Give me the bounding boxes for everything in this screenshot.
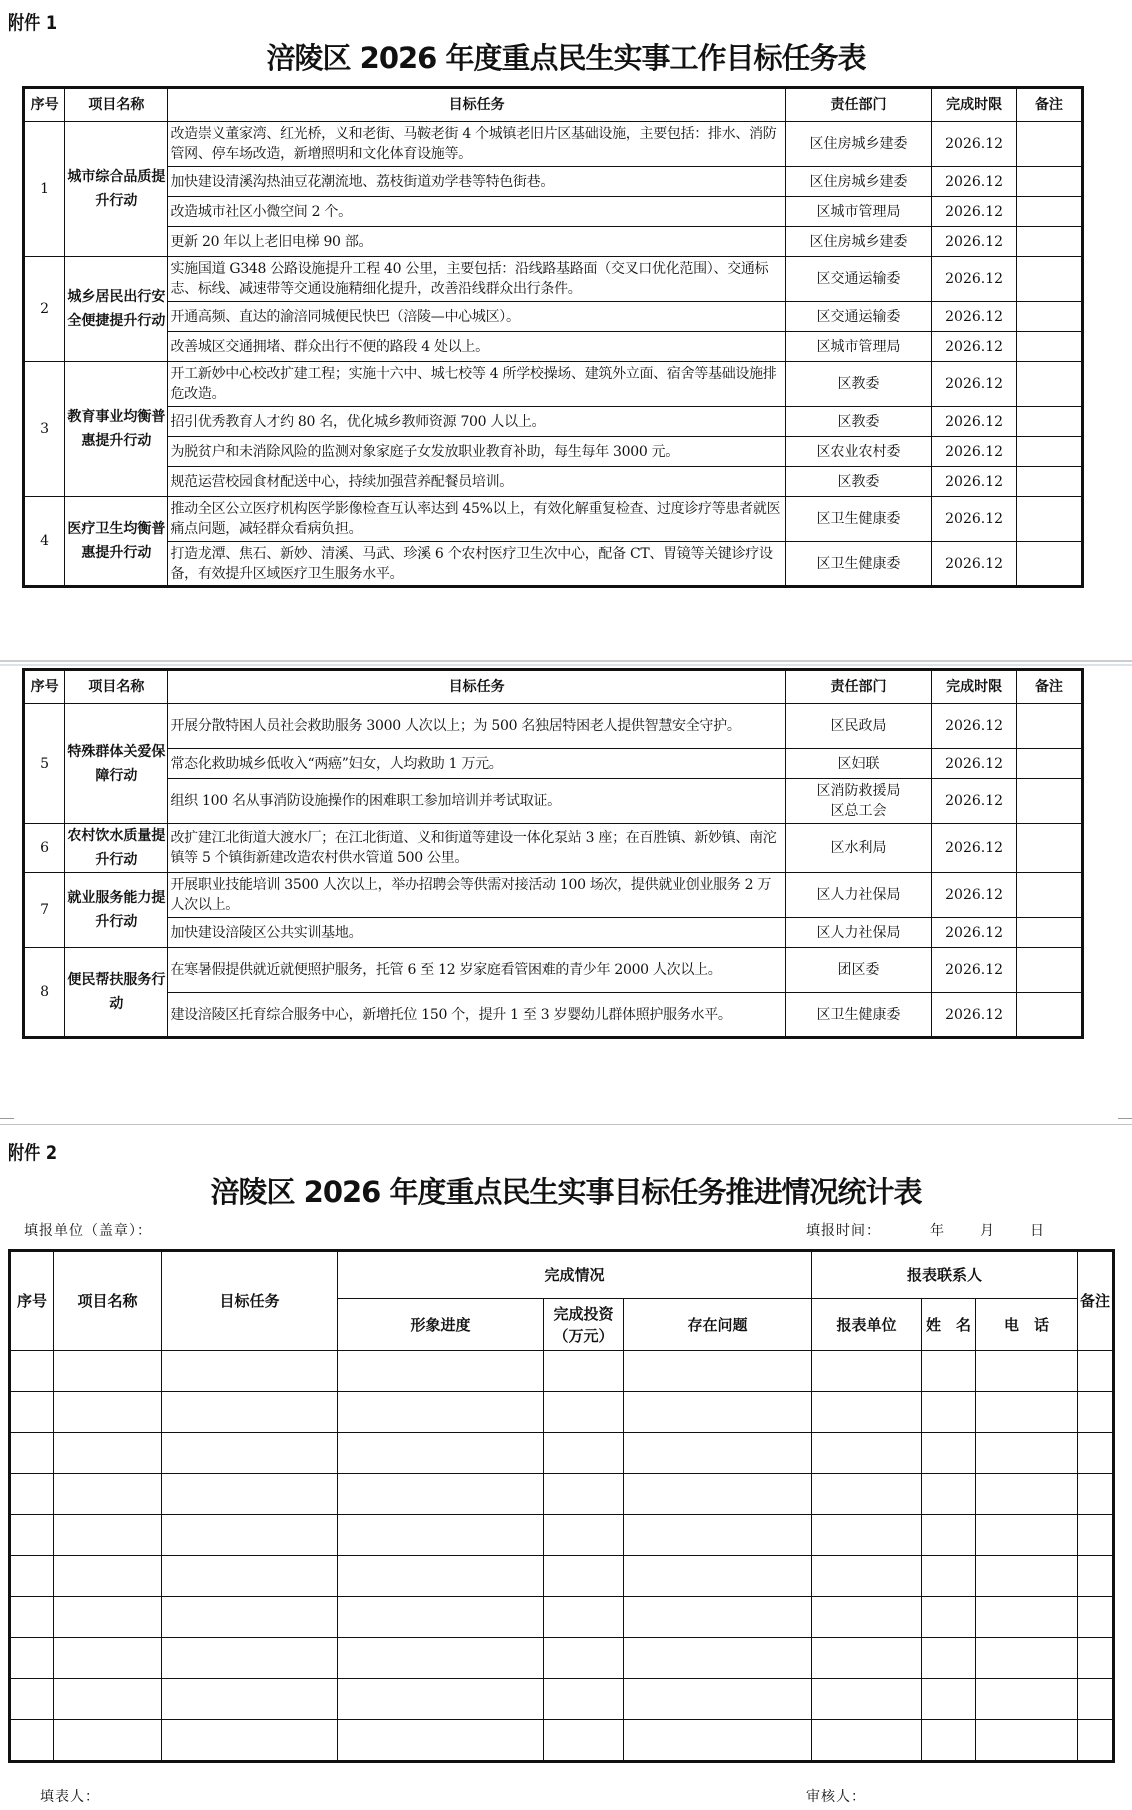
deadline: 2026.12 (932, 197, 1017, 227)
deadline: 2026.12 (932, 824, 1017, 873)
stats-empty-cell[interactable] (624, 1720, 812, 1762)
stats-empty-cell[interactable] (54, 1679, 162, 1720)
deadline: 2026.12 (932, 993, 1017, 1038)
table-row (24, 332, 1083, 362)
stats-empty-row (10, 1433, 1114, 1474)
responsible-dept: 区卫生健康委 (785, 497, 932, 542)
stats-empty-cell[interactable] (624, 1679, 812, 1720)
responsible-dept: 区教委 (785, 407, 932, 437)
note (1016, 467, 1082, 497)
stats-empty-cell[interactable] (162, 1351, 338, 1392)
stats-empty-cell[interactable] (10, 1638, 54, 1679)
task-description: 改善城区交通拥堵、群众出行不便的路段 4 处以上。 (168, 332, 785, 362)
table-row (24, 407, 1083, 437)
responsible-dept: 区住房城乡建委 (785, 167, 932, 197)
stats-empty-cell[interactable] (338, 1556, 544, 1597)
table-row (24, 437, 1083, 467)
deadline: 2026.12 (932, 302, 1017, 332)
stats-empty-cell[interactable] (976, 1392, 1078, 1433)
page-separator (0, 664, 1132, 666)
stats-empty-cell[interactable] (922, 1679, 976, 1720)
stats-empty-cell[interactable] (338, 1392, 544, 1433)
row-number: 1 (24, 122, 65, 257)
stats-empty-cell[interactable] (544, 1392, 624, 1433)
stats-empty-cell[interactable] (922, 1515, 976, 1556)
task-table-part2 (22, 668, 1084, 1039)
header-project: 项目名称 (65, 670, 168, 704)
project-name: 医疗卫生均衡普惠提升行动 (65, 497, 168, 587)
stats-empty-cell[interactable] (10, 1720, 54, 1762)
stats-empty-cell[interactable] (976, 1597, 1078, 1638)
responsible-dept: 区妇联 (785, 749, 932, 779)
stats-empty-cell[interactable] (976, 1515, 1078, 1556)
stats-empty-cell[interactable] (54, 1638, 162, 1679)
stats-empty-cell[interactable] (812, 1433, 922, 1474)
table-row (24, 824, 1083, 873)
stats-empty-cell[interactable] (338, 1515, 544, 1556)
project-name: 城市综合品质提升行动 (65, 122, 168, 257)
responsible-dept: 区交通运输委 (785, 302, 932, 332)
stats-empty-cell[interactable] (922, 1597, 976, 1638)
stats-empty-cell[interactable] (10, 1515, 54, 1556)
stats-empty-cell[interactable] (162, 1556, 338, 1597)
stats-empty-cell[interactable] (338, 1638, 544, 1679)
deadline: 2026.12 (932, 122, 1017, 167)
task-description: 建设涪陵区托育综合服务中心，新增托位 150 个，提升 1 至 3 岁婴幼儿群体照护服务水平。 (168, 993, 785, 1038)
responsible-dept: 区民政局 (785, 704, 932, 749)
note (1016, 302, 1082, 332)
header-deadline: 完成时限 (932, 88, 1017, 122)
stats-empty-cell[interactable] (162, 1720, 338, 1762)
stats-empty-cell[interactable] (10, 1351, 54, 1392)
responsible-dept: 区水利局 (785, 824, 932, 873)
attachment1-title: 涪陵区 2026 年度重点民生实事工作目标任务表 (266, 41, 866, 75)
responsible-dept: 区城市管理局 (785, 197, 932, 227)
stats-empty-cell[interactable] (1078, 1392, 1114, 1433)
deadline: 2026.12 (932, 704, 1017, 749)
note (1016, 167, 1082, 197)
stats-empty-cell[interactable] (544, 1720, 624, 1762)
stats-empty-cell[interactable] (162, 1474, 338, 1515)
task-description: 开工新妙中心校改扩建工程；实施十六中、城七校等 4 所学校操场、建筑外立面、宿舍等基础设施排危改造。 (168, 362, 785, 407)
stats-empty-cell[interactable] (624, 1474, 812, 1515)
stats-empty-cell[interactable] (1078, 1556, 1114, 1597)
stats-empty-cell[interactable] (1078, 1515, 1114, 1556)
stats-empty-cell[interactable] (54, 1597, 162, 1638)
stats-empty-cell[interactable] (624, 1556, 812, 1597)
stats-empty-cell[interactable] (812, 1597, 922, 1638)
note (1016, 918, 1082, 948)
note (1016, 993, 1082, 1038)
task-description: 规范运营校园食材配送中心，持续加强营养配餐员培训。 (168, 467, 785, 497)
stats-empty-row (10, 1679, 1114, 1720)
project-name: 农村饮水质量提升行动 (65, 824, 168, 873)
stats-empty-cell[interactable] (1078, 1433, 1114, 1474)
header-task: 目标任务 (168, 88, 785, 122)
row-number: 4 (24, 497, 65, 587)
stats-empty-cell[interactable] (544, 1679, 624, 1720)
responsible-dept: 区卫生健康委 (785, 542, 932, 587)
note (1016, 332, 1082, 362)
header-project: 项目名称 (65, 88, 168, 122)
stats-empty-cell[interactable] (544, 1515, 624, 1556)
deadline: 2026.12 (932, 497, 1017, 542)
stats-header-no: 序号 (10, 1251, 54, 1351)
task-description: 更新 20 年以上老旧电梯 90 部。 (168, 227, 785, 257)
table-row (24, 918, 1083, 948)
stats-empty-cell[interactable] (1078, 1597, 1114, 1638)
stats-empty-cell[interactable] (338, 1474, 544, 1515)
attachment1-label: 附件 1 (8, 12, 58, 34)
attachment1-page2 (0, 668, 1132, 1088)
row-number: 2 (24, 257, 65, 362)
deadline: 2026.12 (932, 257, 1017, 302)
table-row (24, 542, 1083, 587)
row-number: 5 (24, 704, 65, 824)
table-row (24, 704, 1083, 749)
stats-header-name: 姓 名 (922, 1299, 976, 1351)
stats-empty-cell[interactable] (338, 1597, 544, 1638)
stats-empty-cell[interactable] (54, 1433, 162, 1474)
deadline: 2026.12 (932, 749, 1017, 779)
stats-empty-cell[interactable] (976, 1433, 1078, 1474)
stats-empty-cell[interactable] (976, 1720, 1078, 1762)
stats-empty-cell[interactable] (162, 1433, 338, 1474)
table-row (24, 122, 1083, 167)
table-row (24, 467, 1083, 497)
header-note: 备注 (1016, 88, 1082, 122)
stats-header-row-1 (10, 1251, 1114, 1299)
task-description: 开通高频、直达的渝涪同城便民快巴（涪陵—中心城区）。 (168, 302, 785, 332)
responsible-dept: 区住房城乡建委 (785, 122, 932, 167)
table-row (24, 779, 1083, 824)
stats-empty-cell[interactable] (812, 1351, 922, 1392)
stats-empty-cell[interactable] (544, 1556, 624, 1597)
stats-empty-cell[interactable] (544, 1474, 624, 1515)
note (1016, 437, 1082, 467)
stats-empty-cell[interactable] (10, 1556, 54, 1597)
table-row (24, 873, 1083, 918)
task-table-part1 (22, 86, 1084, 588)
responsible-dept: 区教委 (785, 362, 932, 407)
header-task: 目标任务 (168, 670, 785, 704)
header-dept: 责任部门 (785, 670, 932, 704)
deadline: 2026.12 (932, 873, 1017, 918)
stats-empty-cell[interactable] (544, 1597, 624, 1638)
stats-empty-cell[interactable] (922, 1556, 976, 1597)
header-no: 序号 (24, 670, 65, 704)
stats-empty-cell[interactable] (922, 1720, 976, 1762)
task-description: 常态化救助城乡低收入“两癌”妇女，人均救助 1 万元。 (168, 749, 785, 779)
filler-label: 填表人： (40, 1789, 100, 1805)
fill-time-label: 填报时间： (806, 1223, 881, 1239)
stats-empty-cell[interactable] (10, 1679, 54, 1720)
table-row (24, 948, 1083, 993)
stats-empty-cell[interactable] (544, 1638, 624, 1679)
fill-unit-label: 填报单位（盖章）： (24, 1223, 152, 1239)
stats-empty-cell[interactable] (812, 1474, 922, 1515)
stats-empty-cell[interactable] (338, 1720, 544, 1762)
stats-header-contact: 报表联系人 (812, 1251, 1078, 1299)
stats-empty-cell[interactable] (10, 1474, 54, 1515)
task-description: 开展分散特困人员社会救助服务 3000 人次以上；为 500 名独居特困老人提供智慧安全守护。 (168, 704, 785, 749)
table-row (24, 362, 1083, 407)
table-row (24, 227, 1083, 257)
task-description: 组织 100 名从事消防设施操作的困难职工参加培训并考试取证。 (168, 779, 785, 824)
note (1016, 542, 1082, 587)
stats-empty-cell[interactable] (1078, 1679, 1114, 1720)
deadline: 2026.12 (932, 227, 1017, 257)
page-corner-mark (0, 1118, 14, 1119)
responsible-dept: 区人力社保局 (785, 873, 932, 918)
stats-empty-cell[interactable] (812, 1638, 922, 1679)
note (1016, 362, 1082, 407)
task-description: 推动全区公立医疗机构医学影像检查互认率达到 45%以上，有效化解重复检查、过度诊疗等患者就医痛点问题，减轻群众看病负担。 (168, 497, 785, 542)
responsible-dept: 团区委 (785, 948, 932, 993)
stats-empty-cell[interactable] (1078, 1638, 1114, 1679)
stats-empty-cell[interactable] (162, 1392, 338, 1433)
stats-empty-cell[interactable] (54, 1720, 162, 1762)
stats-empty-row (10, 1556, 1114, 1597)
stats-empty-cell[interactable] (922, 1392, 976, 1433)
stats-empty-cell[interactable] (162, 1597, 338, 1638)
reviewer-label: 审核人： (806, 1789, 866, 1805)
header-dept: 责任部门 (785, 88, 932, 122)
project-name: 就业服务能力提升行动 (65, 873, 168, 948)
stats-empty-row (10, 1351, 1114, 1392)
table-row (24, 167, 1083, 197)
stats-header-investment: 完成投资（万元） (544, 1299, 624, 1351)
stats-empty-cell[interactable] (1078, 1720, 1114, 1762)
stats-empty-cell[interactable] (1078, 1474, 1114, 1515)
stats-empty-cell[interactable] (54, 1351, 162, 1392)
page-corner-mark (1118, 1118, 1132, 1119)
stats-empty-cell[interactable] (922, 1638, 976, 1679)
stats-empty-cell[interactable] (544, 1351, 624, 1392)
header-note: 备注 (1016, 670, 1082, 704)
stats-empty-cell[interactable] (922, 1351, 976, 1392)
note (1016, 873, 1082, 918)
table-row (24, 497, 1083, 542)
task-description: 加快建设清溪沟热油豆花潮流地、荔枝街道劝学巷等特色街巷。 (168, 167, 785, 197)
attachment2-label: 附件 2 (8, 1142, 58, 1164)
note (1016, 779, 1082, 824)
stats-empty-row (10, 1638, 1114, 1679)
stats-empty-cell[interactable] (162, 1679, 338, 1720)
stats-empty-row (10, 1392, 1114, 1433)
task-description: 改扩建江北街道大渡水厂；在江北街道、义和街道等建设一体化泵站 3 座；在百胜镇、新妙镇、南沱镇等 5 个镇街新建改造农村供水管道 500 公里。 (168, 824, 785, 873)
project-name: 特殊群体关爱保障行动 (65, 704, 168, 824)
deadline: 2026.12 (932, 542, 1017, 587)
deadline: 2026.12 (932, 918, 1017, 948)
stats-empty-cell[interactable] (812, 1392, 922, 1433)
task-description: 为脱贫户和未消除风险的监测对象家庭子女发放职业教育补助，每生每年 3000 元。 (168, 437, 785, 467)
header-deadline: 完成时限 (932, 670, 1017, 704)
stats-empty-cell[interactable] (812, 1679, 922, 1720)
header-no: 序号 (24, 88, 65, 122)
task-description: 招引优秀教育人才约 80 名，优化城乡教师资源 700 人以上。 (168, 407, 785, 437)
stats-header-task: 目标任务 (162, 1251, 338, 1351)
stats-empty-cell[interactable] (624, 1351, 812, 1392)
stats-empty-row (10, 1474, 1114, 1515)
page-separator (0, 1124, 1132, 1125)
stats-header-note: 备注 (1078, 1251, 1114, 1351)
stats-header-unit: 报表单位 (812, 1299, 922, 1351)
row-number: 7 (24, 873, 65, 948)
progress-statistics-table (8, 1249, 1115, 1763)
stats-header-progress: 形象进度 (338, 1299, 544, 1351)
responsible-dept: 区消防救援局 区总工会 (785, 779, 932, 824)
responsible-dept: 区住房城乡建委 (785, 227, 932, 257)
stats-empty-row (10, 1515, 1114, 1556)
deadline: 2026.12 (932, 407, 1017, 437)
deadline: 2026.12 (932, 362, 1017, 407)
stats-header-phone: 电 话 (976, 1299, 1078, 1351)
note (1016, 704, 1082, 749)
deadline: 2026.12 (932, 332, 1017, 362)
stats-empty-cell[interactable] (976, 1638, 1078, 1679)
table-row (24, 749, 1083, 779)
stats-empty-cell[interactable] (338, 1679, 544, 1720)
stats-empty-cell[interactable] (10, 1433, 54, 1474)
table-header-row (24, 670, 1083, 704)
stats-empty-cell[interactable] (922, 1433, 976, 1474)
task-description: 实施国道 G348 公路设施提升工程 40 公里，主要包括：沿线路基路面（交叉口优化范围）、交通标志、标线、减速带等交通设施精细化提升，改善沿线群众出行条件。 (168, 257, 785, 302)
note (1016, 227, 1082, 257)
note (1016, 407, 1082, 437)
row-number: 6 (24, 824, 65, 873)
stats-empty-cell[interactable] (922, 1474, 976, 1515)
stats-empty-cell[interactable] (162, 1638, 338, 1679)
stats-empty-cell[interactable] (812, 1515, 922, 1556)
day-label: 日 (1030, 1223, 1045, 1239)
stats-empty-cell[interactable] (54, 1474, 162, 1515)
stats-empty-cell[interactable] (976, 1351, 1078, 1392)
responsible-dept: 区农业农村委 (785, 437, 932, 467)
stats-empty-cell[interactable] (10, 1392, 54, 1433)
project-name: 便民帮扶服务行动 (65, 948, 168, 1038)
stats-empty-cell[interactable] (976, 1679, 1078, 1720)
responsible-dept: 区交通运输委 (785, 257, 932, 302)
stats-empty-cell[interactable] (624, 1515, 812, 1556)
stats-empty-cell[interactable] (162, 1515, 338, 1556)
page-separator (0, 660, 1132, 662)
stats-empty-cell[interactable] (812, 1720, 922, 1762)
stats-empty-row (10, 1597, 1114, 1638)
attachment1-page1 (0, 0, 1132, 656)
responsible-dept: 区城市管理局 (785, 332, 932, 362)
task-description: 加快建设涪陵区公共实训基地。 (168, 918, 785, 948)
stats-empty-cell[interactable] (624, 1392, 812, 1433)
stats-header-project: 项目名称 (54, 1251, 162, 1351)
row-number: 3 (24, 362, 65, 497)
stats-empty-row (10, 1720, 1114, 1762)
stats-empty-cell[interactable] (812, 1556, 922, 1597)
stats-header-completion: 完成情况 (338, 1251, 812, 1299)
stats-empty-cell[interactable] (976, 1556, 1078, 1597)
table-header-row (24, 88, 1083, 122)
project-name: 城乡居民出行安全便捷提升行动 (65, 257, 168, 362)
table-row (24, 993, 1083, 1038)
note (1016, 257, 1082, 302)
note (1016, 824, 1082, 873)
stats-empty-cell[interactable] (338, 1433, 544, 1474)
stats-empty-cell[interactable] (624, 1638, 812, 1679)
stats-empty-cell[interactable] (54, 1556, 162, 1597)
responsible-dept: 区教委 (785, 467, 932, 497)
project-name: 教育事业均衡普惠提升行动 (65, 362, 168, 497)
year-label: 年 (930, 1223, 945, 1239)
responsible-dept: 区人力社保局 (785, 918, 932, 948)
task-description: 开展职业技能培训 3500 人次以上，举办招聘会等供需对接活动 100 场次，提供就业创业服务 2 万人次以上。 (168, 873, 785, 918)
deadline: 2026.12 (932, 779, 1017, 824)
stats-empty-cell[interactable] (54, 1515, 162, 1556)
task-description: 改造崇义董家湾、红光桥，义和老街、马鞍老街 4 个城镇老旧片区基础设施，主要包括：排水、消防管网、停车场改造，新增照明和文化体育设施等。 (168, 122, 785, 167)
deadline: 2026.12 (932, 437, 1017, 467)
deadline: 2026.12 (932, 467, 1017, 497)
note (1016, 749, 1082, 779)
task-description: 改造城市社区小微空间 2 个。 (168, 197, 785, 227)
note (1016, 197, 1082, 227)
stats-header-issues: 存在问题 (624, 1299, 812, 1351)
task-description: 打造龙潭、焦石、新妙、清溪、马武、珍溪 6 个农村医疗卫生次中心，配备 CT、胃镜等关键诊疗设备，有效提升区域医疗卫生服务水平。 (168, 542, 785, 587)
note (1016, 948, 1082, 993)
stats-empty-cell[interactable] (1078, 1351, 1114, 1392)
row-number: 8 (24, 948, 65, 1038)
month-label: 月 (980, 1223, 995, 1239)
stats-empty-cell[interactable] (544, 1433, 624, 1474)
responsible-dept: 区卫生健康委 (785, 993, 932, 1038)
table-row (24, 302, 1083, 332)
note (1016, 122, 1082, 167)
stats-empty-cell[interactable] (976, 1474, 1078, 1515)
attachment2-title: 涪陵区 2026 年度重点民生实事目标任务推进情况统计表 (210, 1175, 922, 1209)
table-row (24, 197, 1083, 227)
note (1016, 497, 1082, 542)
deadline: 2026.12 (932, 167, 1017, 197)
stats-empty-cell[interactable] (338, 1351, 544, 1392)
deadline: 2026.12 (932, 948, 1017, 993)
stats-empty-cell[interactable] (624, 1597, 812, 1638)
stats-empty-cell[interactable] (624, 1433, 812, 1474)
table-row (24, 257, 1083, 302)
stats-empty-cell[interactable] (10, 1597, 54, 1638)
task-description: 在寒暑假提供就近就便照护服务，托管 6 至 12 岁家庭看管困难的青少年 2000 人次以上。 (168, 948, 785, 993)
stats-empty-cell[interactable] (54, 1392, 162, 1433)
